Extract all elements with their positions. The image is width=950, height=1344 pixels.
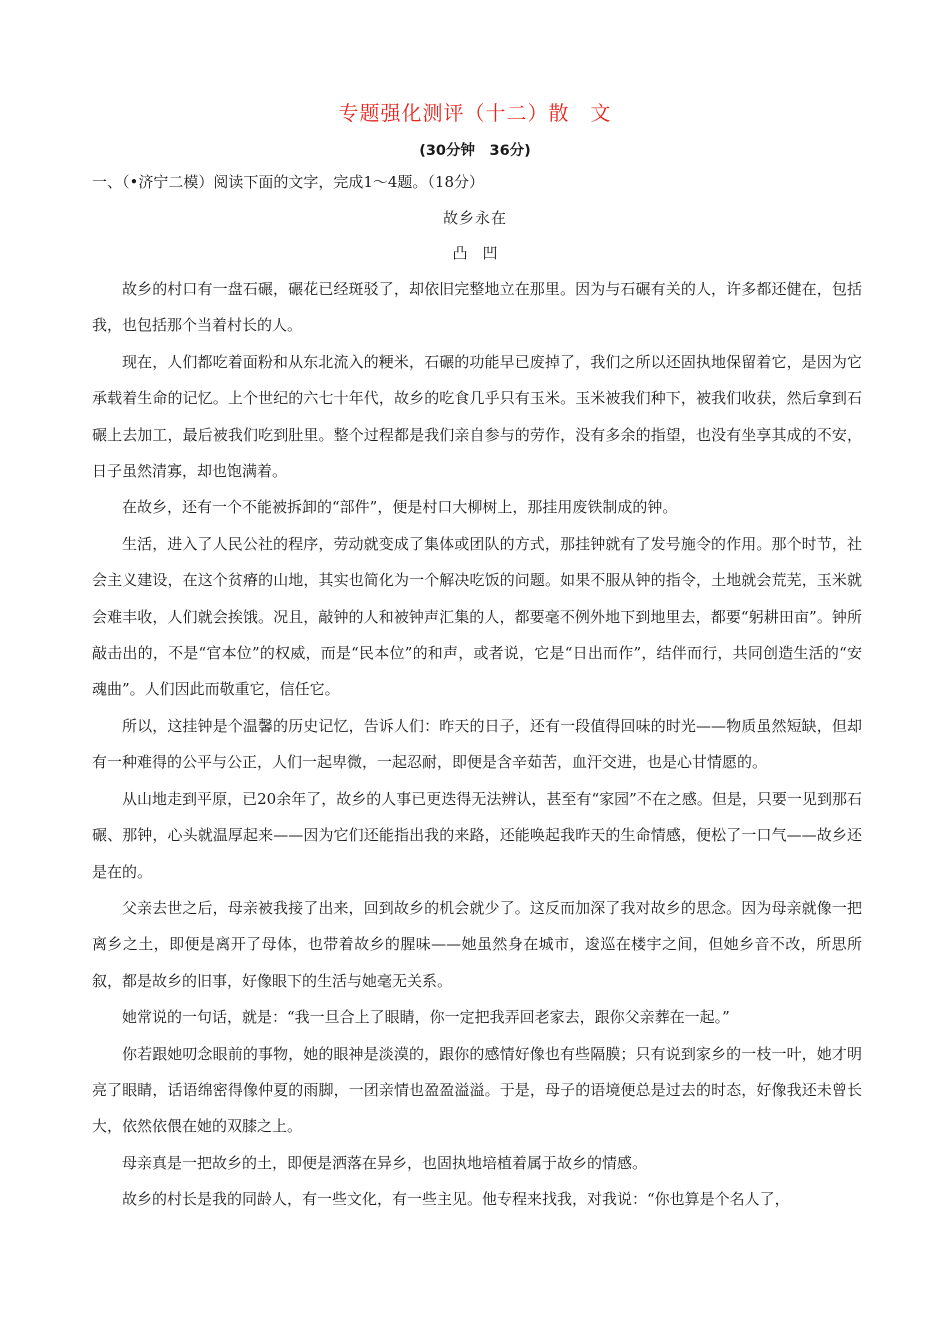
document-subtitle: (30分钟 36分) <box>419 143 531 159</box>
paragraph: 父亲去世之后，母亲被我接了出来，回到故乡的机会就少了。这反而加深了我对故乡的思念。因为母亲就像一把离乡之土，即便是离开了母体，也带着故乡的腥味——她虽然身在城市，逡巡在楼宇之间，但她乡音不改，所思所叙，都是故乡的旧事，好像眼下的生活与她毫无关系。 <box>92 898 862 990</box>
paragraph: 在故乡，还有一个不能被拆卸的“部件”，便是村口大柳树上，那挂用废铁制成的钟。 <box>122 498 678 517</box>
paragraph: 故乡的村长是我的同龄人，有一些文化，有一些主见。他专程来找我，对我说：“你也算是个名人了， <box>122 1190 790 1209</box>
document-title: 专题强化测评（十二）散 文 <box>338 101 612 125</box>
paragraph: 她常说的一句话，就是：“我一旦合上了眼睛，你一定把我弄回老家去，跟你父亲葬在一起。” <box>122 1008 730 1027</box>
essay-title: 故乡永在 <box>442 209 507 227</box>
paragraph: 从山地走到平原，已20余年了，故乡的人事已更迭得无法辨认，甚至有“家园”不在之感。但是，只要一见到那石碾、那钟，心头就温厚起来——因为它们还能指出我的来路，还能唤起我昨天的生命情感，便松了一口气——故乡还是在的。 <box>92 789 862 881</box>
essay-author: 凸 凹 <box>452 244 498 262</box>
paragraph: 所以，这挂钟是个温馨的历史记忆，告诉人们：昨天的日子，还有一段值得回味的时光——物质虽然短缺，但却有一种难得的公平与公正，人们一起卑微，一起忍耐，即便是含辛茹苦，血汗交进，也是心甘情愿的。 <box>92 716 862 772</box>
paragraph: 你若跟她叨念眼前的事物，她的眼神是淡漠的，跟你的感情好像也有些隔膜；只有说到家乡的一枝一叶，她才明亮了眼睛，话语绵密得像仲夏的雨脚，一团亲情也盈盈溢溢。于是，母子的语境便总是过去的时态，好像我还未曾长大，依然依偎在她的双膝之上。 <box>92 1044 862 1136</box>
paragraph: 故乡的村口有一盘石碾，碾花已经斑驳了，却依旧完整地立在那里。因为与石碾有关的人，许多都还健在，包括我，也包括那个当着村长的人。 <box>92 280 862 335</box>
paragraph: 母亲真是一把故乡的土，即便是洒落在异乡，也固执地培植着属于故乡的情感。 <box>122 1153 648 1172</box>
essay-body <box>92 271 862 1218</box>
section-header: 一、（•济宁二模）阅读下面的文字，完成1～4题。（18分） <box>92 173 485 191</box>
paragraph: 生活，进入了人民公社的程序，劳动就变成了集体或团队的方式，那挂钟就有了发号施令的作用。那个时节，社会主义建设，在这个贫瘠的山地，其实也简化为一个解决吃饭的问题。如果不服从钟的指令，土地就会荒芜，玉米就会难丰收，人们就会挨饿。况且，敲钟的人和被钟声汇集的人，都要毫不例外地下到地里去，都要“躬耕田亩”。钟所敲击出的，不是“官本位”的权威，而是“民本位”的和声，或者说，它是“日出而作”，结伴而行，共同创造生活的“安魂曲”。人们因此而敬重它，信任它。 <box>92 534 862 699</box>
paragraph: 现在，人们都吃着面粉和从东北流入的粳米，石碾的功能早已废掉了，我们之所以还固执地保留着它，是因为它承载着生命的记忆。上个世纪的六七十年代，故乡的吃食几乎只有玉米。玉米被我们种下，被我们收获，然后拿到石碾上去加工，最后被我们吃到肚里。整个过程都是我们亲自参与的劳作，没有多余的指望，也没有坐享其成的不安，日子虽然清寡，却也饱满着。 <box>92 352 862 481</box>
